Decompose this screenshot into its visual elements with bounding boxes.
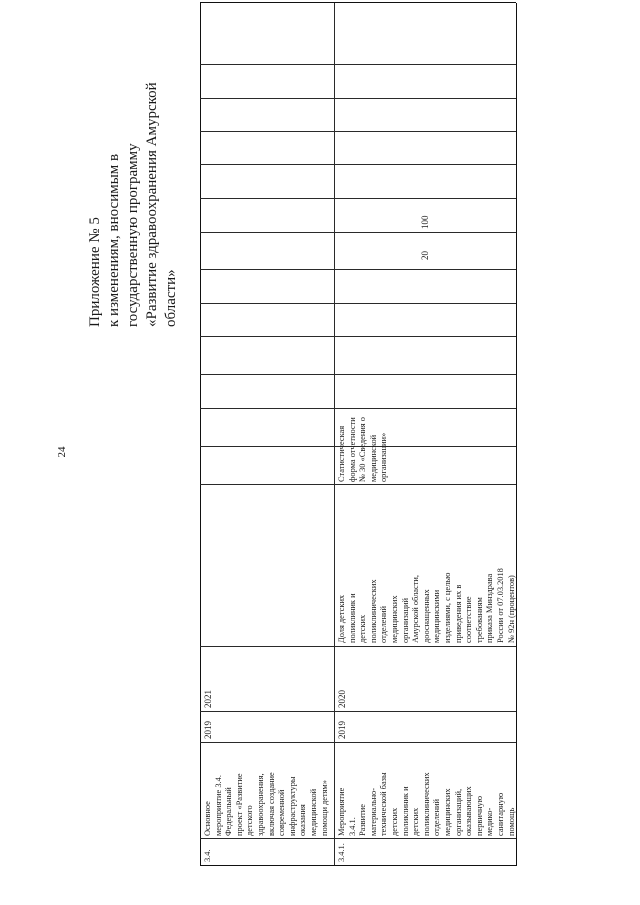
appendix-line: к изменениям, вносимым в — [106, 153, 122, 327]
col-divider — [200, 336, 516, 337]
col-divider — [200, 164, 516, 165]
appendix-line: Приложение № 5 — [87, 217, 103, 327]
col-divider — [200, 838, 516, 839]
appendix-line: государственную программу — [125, 143, 141, 327]
table-top-border — [200, 3, 201, 866]
row-start-year: 2019 — [203, 721, 213, 739]
appendix-line: области» — [163, 269, 179, 327]
table-row-divider — [334, 3, 335, 866]
table-left-border — [200, 865, 516, 866]
row-start-year: 2019 — [337, 721, 347, 739]
row-name: Мероприятие 3.4.1. Развитие материально- технической базы детских поликлиник и детских поликлинических отделений медицинских организаций, оказывающих первичную медико- санитарную помощь — [337, 772, 516, 836]
row-source: Статистическая форма отчетности № 30 «Сведения о медицинской организации» — [337, 417, 389, 482]
col-divider — [200, 711, 516, 712]
row-value-2020: 100 — [420, 215, 430, 229]
table-right-border — [200, 2, 516, 3]
col-divider — [200, 269, 516, 270]
row-end-year: 2021 — [203, 690, 213, 708]
page-number: 24 — [56, 446, 68, 458]
col-divider — [200, 131, 516, 132]
row-name: Основное мероприятие 3.4. Федеральный проект «Развитие детского здравоохранения, включая создание современной инфраструктуры оказания медицинской помощи детям» — [203, 772, 329, 836]
row-id: 3.4. — [203, 849, 212, 862]
col-divider — [200, 98, 516, 99]
row-indicator: Доля детских поликлиник и детских поликлинических отделений медицинских организаций Амурской области, дооснащенных медицинскими изделиями, с целью приведения их в соответствие требованиям приказа Минздрава России от 07.03.2018 № 92н (процентов) — [337, 568, 516, 643]
col-divider — [200, 374, 516, 375]
col-divider — [200, 64, 516, 65]
table-bottom-border — [516, 3, 517, 866]
row-value-2019: 20 — [420, 251, 430, 260]
col-divider — [200, 646, 516, 647]
row-end-year: 2020 — [337, 690, 347, 708]
col-divider — [200, 303, 516, 304]
col-divider — [200, 232, 516, 233]
appendix-line: «Развитие здравоохранения Амурской — [144, 82, 160, 327]
col-divider — [200, 742, 516, 743]
col-divider — [200, 484, 516, 485]
row-id: 3.4.1. — [337, 843, 346, 862]
col-divider — [200, 198, 516, 199]
